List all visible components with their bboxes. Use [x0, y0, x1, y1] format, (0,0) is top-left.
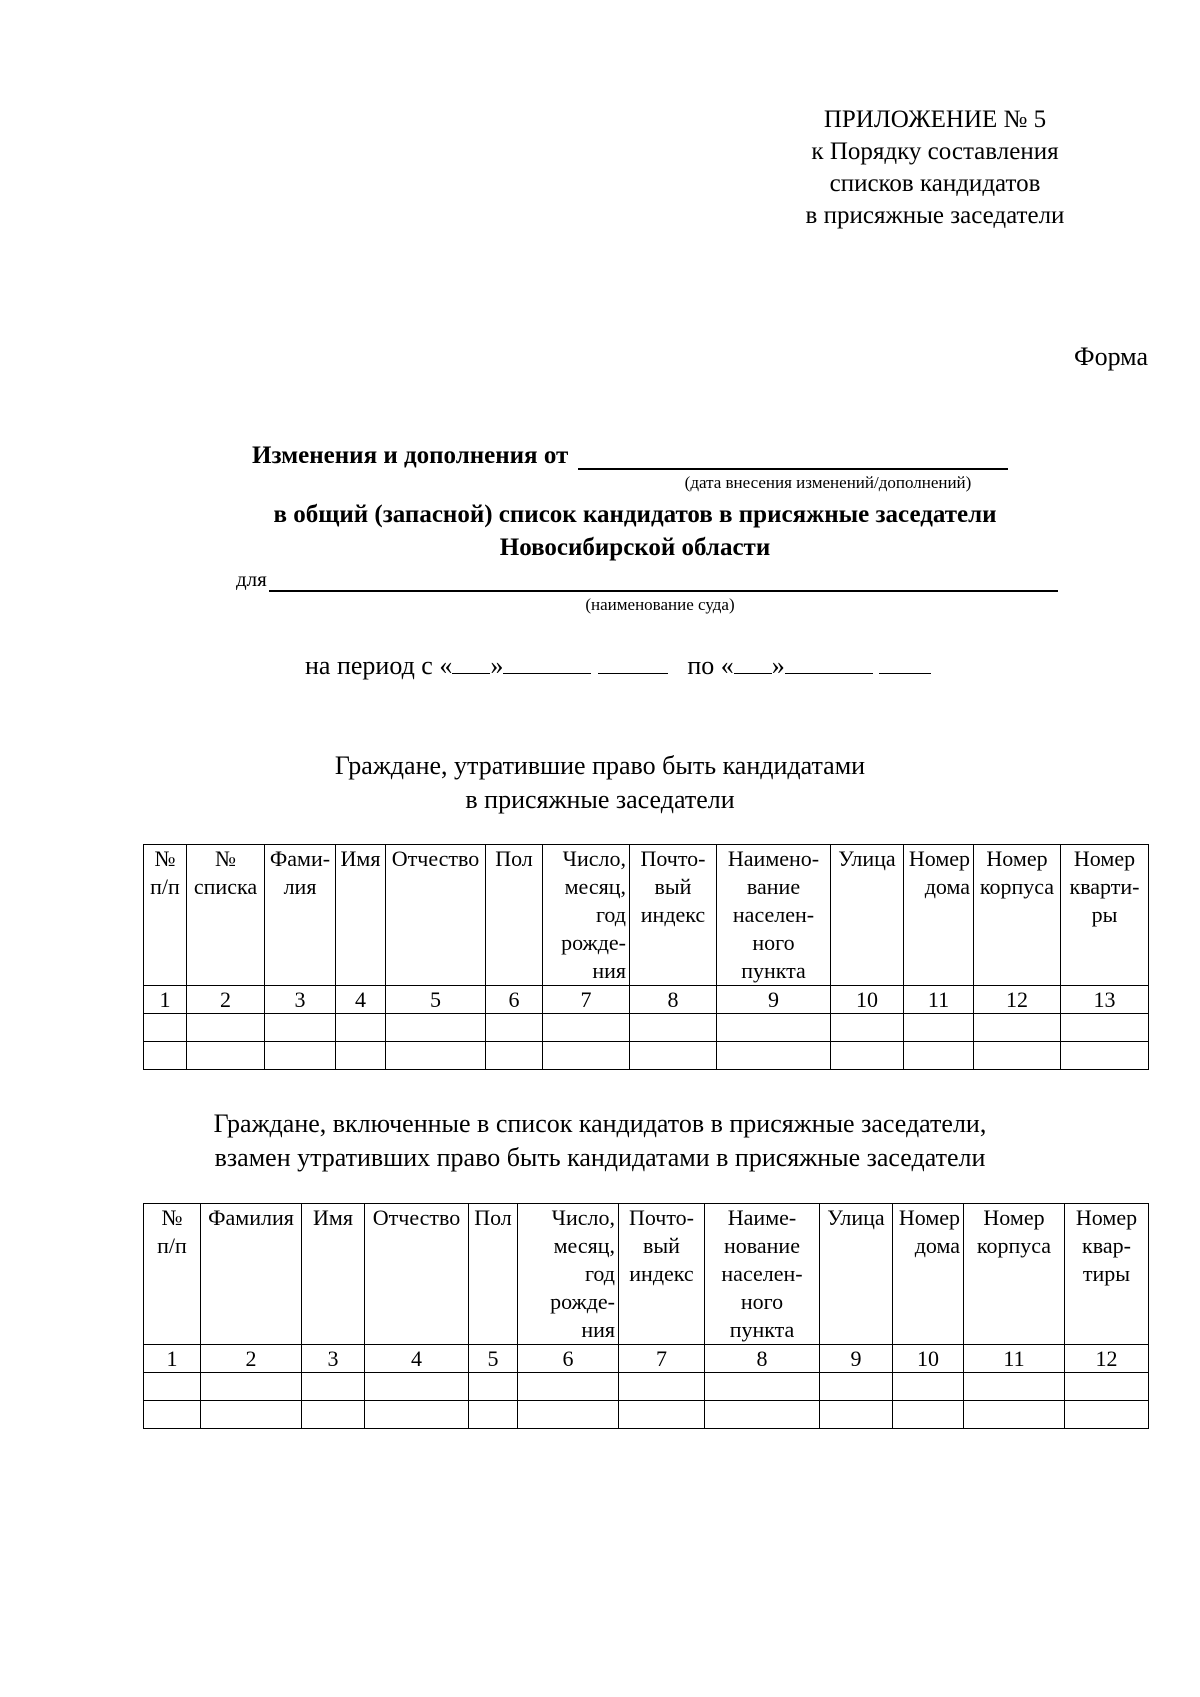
empty-cell[interactable]	[820, 1373, 893, 1401]
title-subtitle	[150, 498, 1120, 564]
empty-cell[interactable]	[717, 1014, 831, 1042]
period-to-text: по «	[687, 651, 734, 680]
period-row	[305, 651, 931, 681]
number-cell: 10	[831, 986, 904, 1014]
number-cell: 7	[619, 1345, 705, 1373]
header-cell: Фами- лия	[265, 845, 336, 986]
title-line-3: Новосибирской области	[499, 534, 771, 561]
empty-cell[interactable]	[201, 1373, 302, 1401]
header-cell: № п/п	[144, 1204, 201, 1345]
empty-cell[interactable]	[820, 1401, 893, 1429]
appendix-ref-1: к Порядку составления	[811, 138, 1059, 165]
number-cell: 1	[144, 986, 187, 1014]
header-cell: Наиме- нование населен- ного пункта	[705, 1204, 820, 1345]
header-cell: Улица	[820, 1204, 893, 1345]
table-header-row	[144, 845, 1149, 986]
number-cell: 5	[469, 1345, 518, 1373]
appendix-header	[760, 104, 1110, 232]
empty-cell[interactable]	[705, 1401, 820, 1429]
table-number-row	[144, 986, 1149, 1014]
empty-cell[interactable]	[630, 1042, 717, 1070]
header-cell: Имя	[336, 845, 386, 986]
header-cell: Номер дома	[904, 845, 974, 986]
header-cell: Почто- вый индекс	[630, 845, 717, 986]
empty-cell[interactable]	[1061, 1042, 1149, 1070]
period-to-year-blank[interactable]	[879, 651, 931, 674]
empty-cell[interactable]	[543, 1042, 630, 1070]
empty-cell[interactable]	[336, 1014, 386, 1042]
empty-cell[interactable]	[518, 1373, 619, 1401]
appendix-number: ПРИЛОЖЕНИЕ № 5	[823, 106, 1047, 133]
header-cell: Отчество	[365, 1204, 469, 1345]
section1-title	[0, 749, 1200, 817]
table-number-row	[144, 1345, 1149, 1373]
empty-cell[interactable]	[365, 1401, 469, 1429]
empty-cell[interactable]	[144, 1042, 187, 1070]
empty-cell[interactable]	[469, 1373, 518, 1401]
empty-cell[interactable]	[336, 1042, 386, 1070]
empty-cell[interactable]	[386, 1014, 486, 1042]
empty-cell[interactable]	[187, 1014, 265, 1042]
empty-cell[interactable]	[831, 1014, 904, 1042]
header-cell: Номер квар- тиры	[1065, 1204, 1149, 1345]
number-cell: 9	[820, 1345, 893, 1373]
header-cell: Число, месяц, год рожде- ния	[518, 1204, 619, 1345]
empty-cell[interactable]	[705, 1373, 820, 1401]
table-lost-right	[143, 844, 1149, 1070]
header-cell: Номер кварти- ры	[1061, 845, 1149, 986]
period-from-month-blank[interactable]	[503, 651, 591, 674]
empty-cell[interactable]	[1065, 1401, 1149, 1429]
form-label: Форма	[1074, 342, 1148, 371]
empty-cell[interactable]	[831, 1042, 904, 1070]
table-header-row	[144, 1204, 1149, 1345]
empty-cell[interactable]	[486, 1014, 543, 1042]
header-cell: Фамилия	[201, 1204, 302, 1345]
empty-cell[interactable]	[543, 1014, 630, 1042]
period-from-close: »	[490, 651, 504, 680]
number-cell: 12	[1065, 1345, 1149, 1373]
period-from-day-blank[interactable]	[452, 651, 490, 674]
number-cell: 7	[543, 986, 630, 1014]
header-cell: Имя	[302, 1204, 365, 1345]
number-cell: 5	[386, 986, 486, 1014]
header-cell: № п/п	[144, 845, 187, 986]
empty-cell[interactable]	[187, 1042, 265, 1070]
court-hint: (наименование суда)	[585, 595, 735, 614]
number-cell: 10	[893, 1345, 964, 1373]
period-from-year-blank[interactable]	[598, 651, 668, 674]
empty-cell[interactable]	[904, 1042, 974, 1070]
empty-cell[interactable]	[265, 1014, 336, 1042]
empty-cell[interactable]	[974, 1042, 1061, 1070]
header-cell: Номер корпуса	[974, 845, 1061, 986]
section2-title	[0, 1107, 1200, 1175]
table-included	[143, 1203, 1149, 1429]
empty-cell[interactable]	[904, 1014, 974, 1042]
header-cell: № списка	[187, 845, 265, 986]
period-to-month-blank[interactable]	[785, 651, 873, 674]
number-cell: 1	[144, 1345, 201, 1373]
number-cell: 4	[336, 986, 386, 1014]
empty-cell[interactable]	[893, 1401, 964, 1429]
header-cell: Отчество	[386, 845, 486, 986]
section1-title-line-2: в присяжные заседатели	[465, 785, 735, 814]
appendix-ref-2: списков кандидатов	[829, 170, 1041, 197]
empty-cell[interactable]	[201, 1401, 302, 1429]
number-cell: 13	[1061, 986, 1149, 1014]
number-cell: 2	[201, 1345, 302, 1373]
header-cell: Пол	[486, 845, 543, 986]
empty-cell[interactable]	[486, 1042, 543, 1070]
empty-cell[interactable]	[1061, 1014, 1149, 1042]
empty-cell[interactable]	[974, 1014, 1061, 1042]
empty-cell[interactable]	[144, 1014, 187, 1042]
header-cell: Число, месяц, год рожде- ния	[543, 845, 630, 986]
number-cell: 11	[904, 986, 974, 1014]
appendix-ref-3: в присяжные заседатели	[805, 202, 1065, 229]
empty-cell[interactable]	[302, 1401, 365, 1429]
empty-cell[interactable]	[964, 1401, 1065, 1429]
court-row	[236, 566, 1058, 592]
number-cell: 8	[630, 986, 717, 1014]
header-cell: Улица	[831, 845, 904, 986]
section1-title-line-1: Граждане, утратившие право быть кандидатами	[334, 751, 866, 780]
header-cell: Почто- вый индекс	[619, 1204, 705, 1345]
number-cell: 8	[705, 1345, 820, 1373]
table-row	[144, 1042, 1149, 1070]
header-cell: Номер корпуса	[964, 1204, 1065, 1345]
empty-cell[interactable]	[893, 1373, 964, 1401]
header-cell: Пол	[469, 1204, 518, 1345]
empty-cell[interactable]	[365, 1373, 469, 1401]
title-row	[252, 440, 1008, 470]
empty-cell[interactable]	[630, 1014, 717, 1042]
empty-cell[interactable]	[964, 1373, 1065, 1401]
header-cell: Номер дома	[893, 1204, 964, 1345]
number-cell: 4	[365, 1345, 469, 1373]
empty-cell[interactable]	[386, 1042, 486, 1070]
date-hint: (дата внесения изменений/дополнений)	[684, 473, 972, 492]
number-cell: 11	[964, 1345, 1065, 1373]
empty-cell[interactable]	[1065, 1373, 1149, 1401]
section2-title-line-1: Граждане, включенные в список кандидатов в присяжные заседатели,	[213, 1109, 987, 1138]
table-row	[144, 1373, 1149, 1401]
section2-title-line-2: взамен утративших право быть кандидатами в присяжные заседатели	[214, 1143, 986, 1172]
empty-cell[interactable]	[302, 1373, 365, 1401]
empty-cell[interactable]	[469, 1401, 518, 1429]
number-cell: 9	[717, 986, 831, 1014]
empty-cell[interactable]	[265, 1042, 336, 1070]
title-line-2: в общий (запасной) список кандидатов в присяжные заседатели	[273, 501, 997, 528]
number-cell: 3	[265, 986, 336, 1014]
empty-cell[interactable]	[619, 1373, 705, 1401]
number-cell: 6	[486, 986, 543, 1014]
number-cell: 2	[187, 986, 265, 1014]
header-cell: Наимено- вание населен- ного пункта	[717, 845, 831, 986]
table-row	[144, 1014, 1149, 1042]
period-to-day-blank[interactable]	[734, 651, 772, 674]
period-to-close: »	[771, 651, 785, 680]
number-cell: 3	[302, 1345, 365, 1373]
empty-cell[interactable]	[144, 1373, 201, 1401]
number-cell: 6	[518, 1345, 619, 1373]
period-from-text: на период с «	[305, 651, 453, 680]
court-blank-line[interactable]	[269, 566, 1058, 592]
table-row	[144, 1401, 1149, 1429]
empty-cell[interactable]	[518, 1401, 619, 1429]
empty-cell[interactable]	[144, 1401, 201, 1429]
empty-cell[interactable]	[717, 1042, 831, 1070]
title-prefix: Изменения и дополнения от	[252, 442, 569, 469]
court-prefix: для	[236, 567, 267, 591]
date-blank-line[interactable]	[578, 440, 1008, 470]
empty-cell[interactable]	[619, 1401, 705, 1429]
number-cell: 12	[974, 986, 1061, 1014]
